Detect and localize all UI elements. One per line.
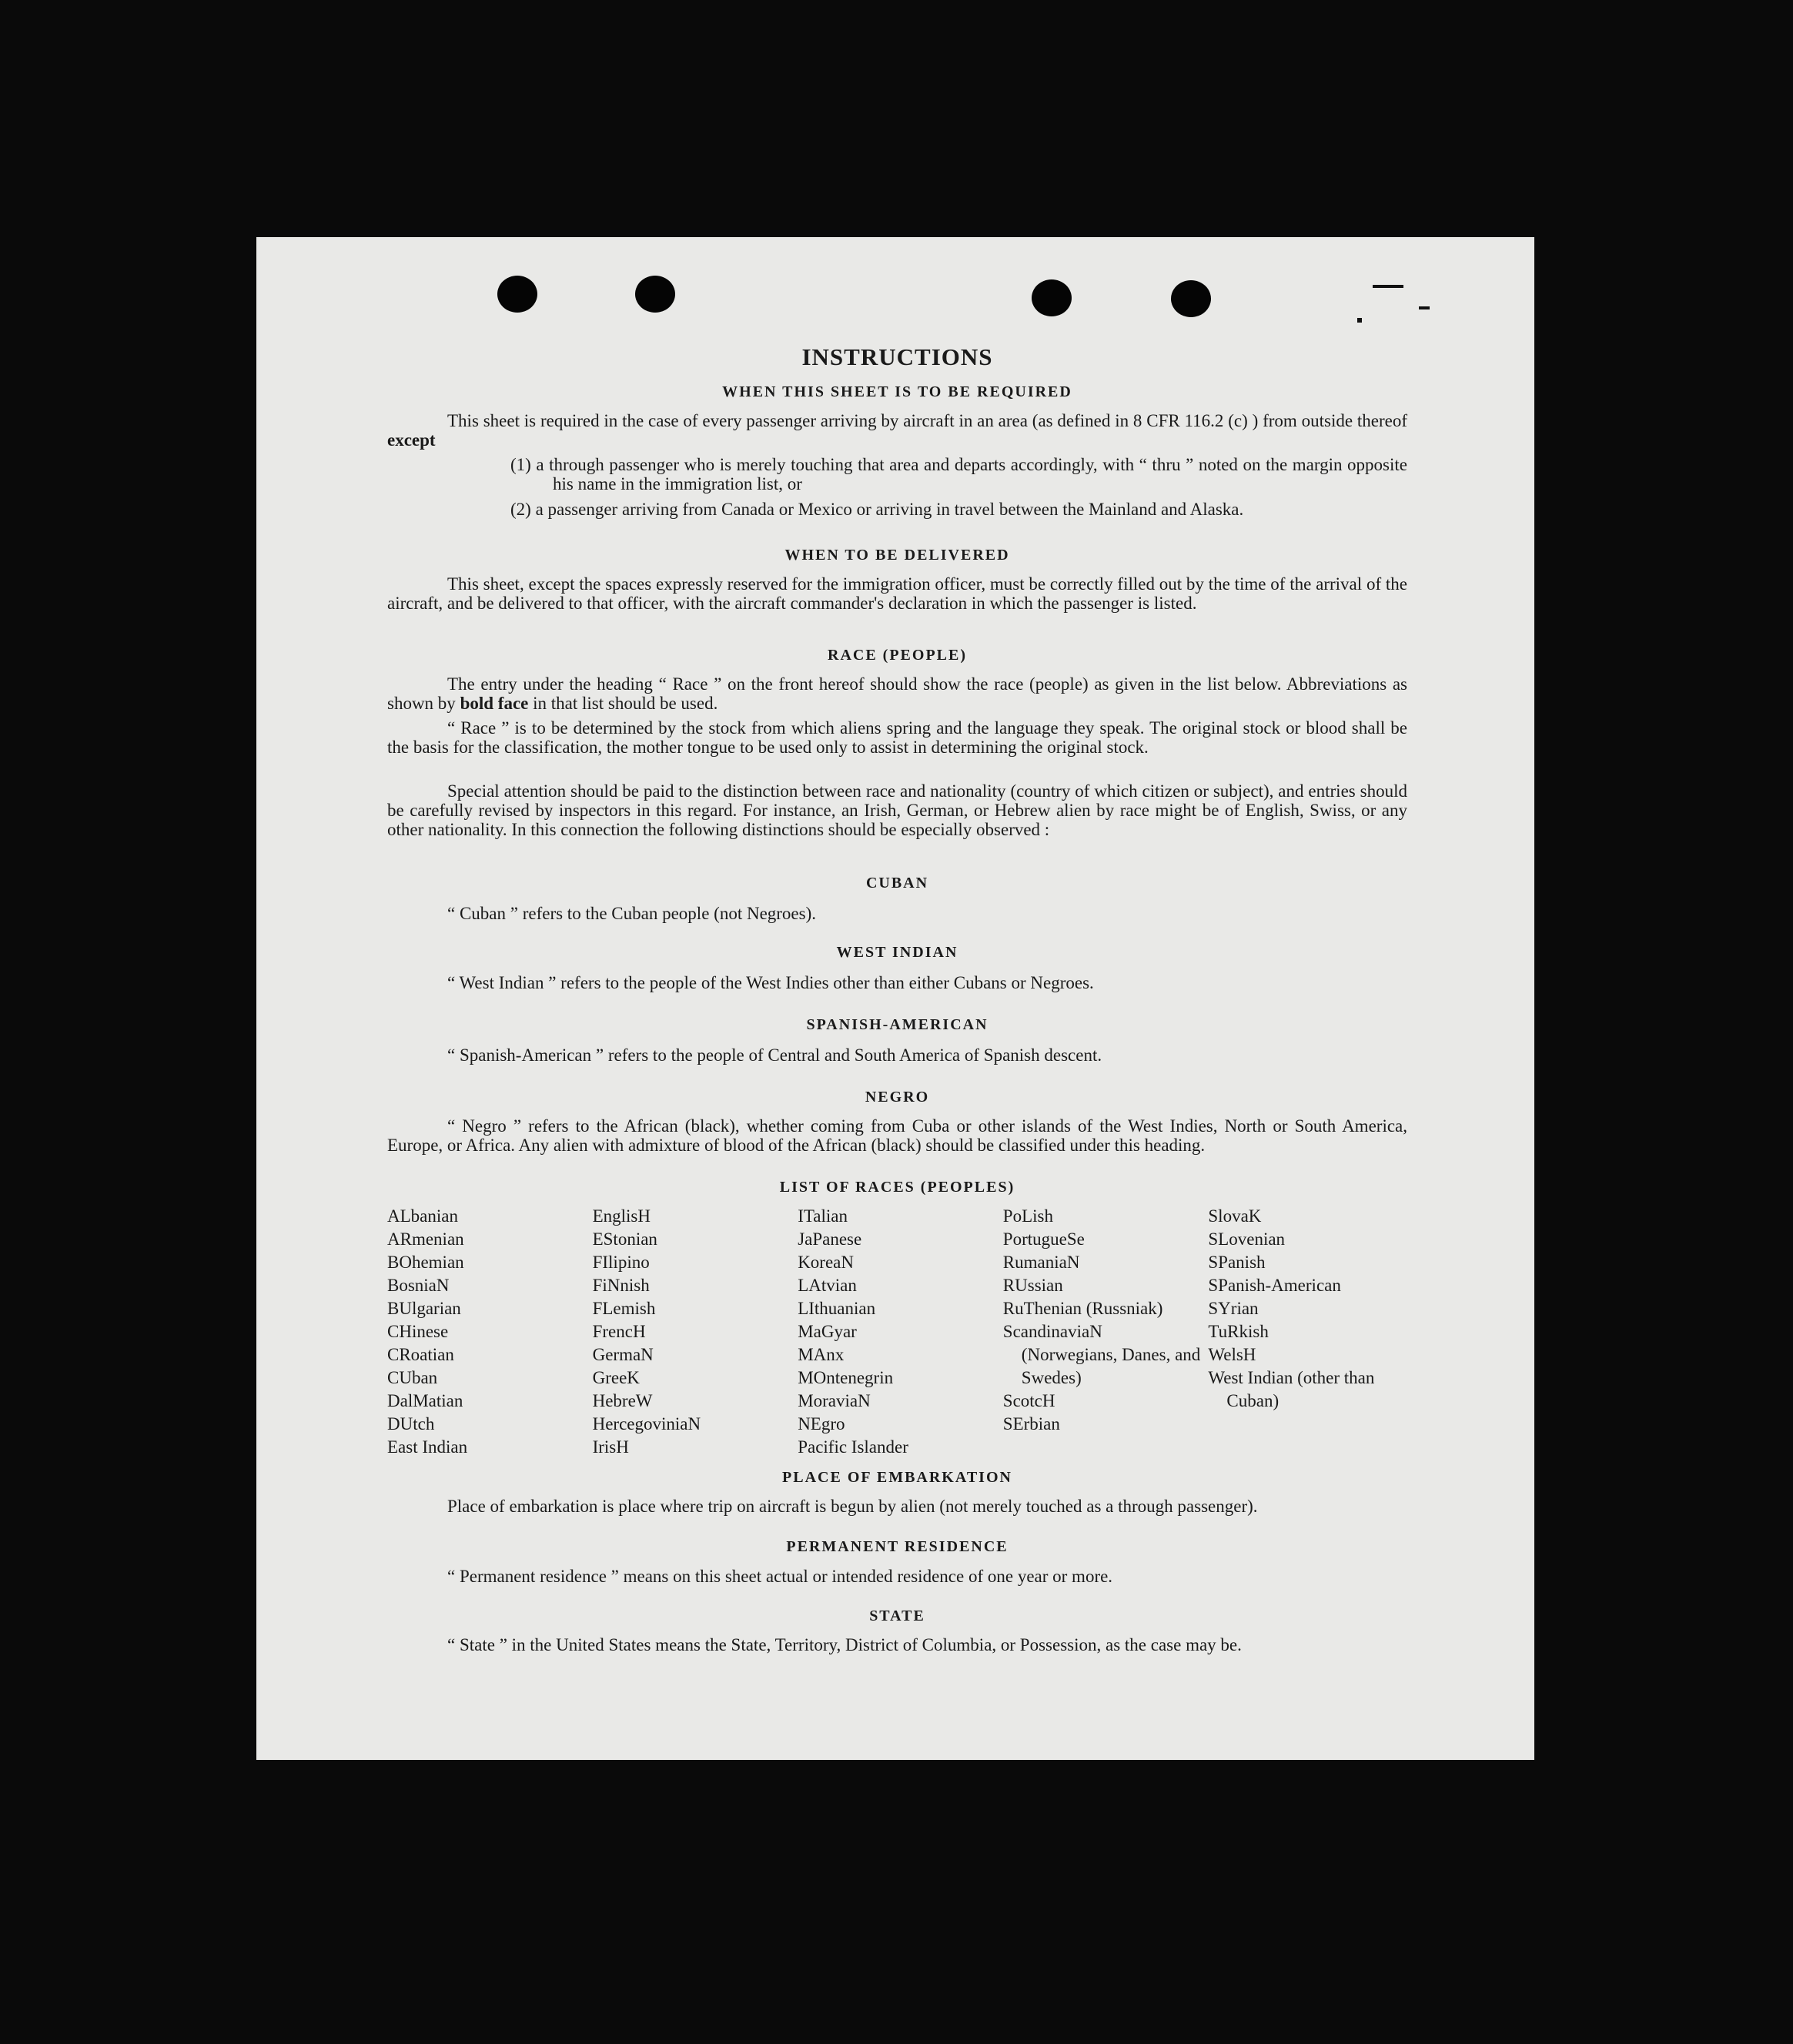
heading-state: STATE <box>869 1607 925 1624</box>
heading-cuban: CUBAN <box>865 875 929 892</box>
race-entry: DalMatian <box>387 1391 463 1410</box>
required-text: This sheet is required in the case of every passenger arriving by aircraft in an area (as defined in 8 CFR 116.2 (c) ) from outside thereof except <box>387 411 1407 450</box>
race-entry: IrisH <box>592 1437 629 1457</box>
race-entry: FIlipino <box>592 1253 650 1272</box>
punch-hole <box>1032 279 1072 316</box>
race-entry: LAtvian <box>798 1276 857 1295</box>
race-entry: SPanish <box>1208 1253 1266 1272</box>
heading-race: RACE (PEOPLE) <box>828 647 967 664</box>
race-text-1: The entry under the heading “ Race ” on the front hereof should show the race (people) as given in the list below. Abbreviations as shown by bold face in that list should be used. <box>387 674 1407 713</box>
race-entry: West Indian (other than Cuban) <box>1208 1368 1375 1410</box>
race-entry: BosniaN <box>387 1276 450 1295</box>
race-entry: FrencH <box>592 1322 646 1341</box>
scan-mark <box>1373 285 1403 288</box>
race-entry: EStonian <box>592 1229 657 1249</box>
race-entry: WelsH <box>1208 1345 1256 1364</box>
scan-mark <box>1419 306 1430 309</box>
race-entry: SPanish-American <box>1208 1276 1341 1295</box>
race-entry: ScotcH <box>1002 1391 1055 1410</box>
cuban-text: “ Cuban ” refers to the Cuban people (not Negroes). <box>447 904 817 923</box>
heading-required: WHEN THIS SHEET IS TO BE REQUIRED <box>722 383 1072 400</box>
race-list <box>387 1205 1407 1459</box>
race-entry: BUlgarian <box>387 1299 461 1318</box>
race-entry: NEgro <box>798 1414 845 1433</box>
race-entry: JaPanese <box>798 1229 862 1249</box>
race-entry: MOntenegrin <box>798 1368 894 1387</box>
race-entry: FLemish <box>592 1299 656 1318</box>
race-entry: GermaN <box>592 1345 654 1364</box>
heading-negro: NEGRO <box>865 1089 930 1106</box>
race-text-2: “ Race ” is to be determined by the stock from which aliens spring and the language they speak. The original stock or blood shall be the basis for the classification, the mother tongue to be used only to assist in determining the original stock. <box>387 718 1407 757</box>
race-entry: PortugueSe <box>1002 1229 1085 1249</box>
embarkation-text: Place of embarkation is place where trip on aircraft is begun by alien (not merely touched as a through passenger). <box>447 1497 1258 1516</box>
race-entry: MAnx <box>798 1345 845 1364</box>
race-entry: RUssian <box>1002 1276 1063 1295</box>
race-entry: CHinese <box>387 1322 449 1341</box>
exception-item-2: (2) a passenger arriving from Canada or Mexico or arriving in travel between the Mainland and Alaska. <box>510 500 1244 519</box>
race-entry: SLovenian <box>1208 1229 1286 1249</box>
race-column <box>593 1205 792 1459</box>
race-entry: EnglisH <box>592 1206 651 1226</box>
race-entry: MoraviaN <box>798 1391 871 1410</box>
instruction-sheet <box>256 237 1534 1760</box>
race-entry: ALbanian <box>387 1206 458 1226</box>
race-column <box>1003 1205 1203 1459</box>
race-entry: GreeK <box>592 1368 640 1387</box>
heading-west-indian: WEST INDIAN <box>836 944 958 961</box>
race-text-3: Special attention should be paid to the distinction between race and nationality (country of which citizen or subject), and entries should be carefully revised by inspectors in this regard. For instance, an Irish, German, or Hebrew alien by race might be of English, Swiss, or any other nationality. In this connection the following distinctions should be especially observed : <box>387 781 1407 839</box>
heading-embarkation: PLACE OF EMBARKATION <box>782 1469 1012 1486</box>
race-entry: CRoatian <box>387 1345 454 1364</box>
race-column <box>387 1205 587 1459</box>
race-entry: SYrian <box>1208 1299 1259 1318</box>
race-entry: MaGyar <box>798 1322 857 1341</box>
race-entry: RumaniaN <box>1002 1253 1080 1272</box>
punch-hole <box>1171 280 1211 317</box>
race-entry: DUtch <box>387 1414 435 1433</box>
heading-residence: PERMANENT RESIDENCE <box>786 1538 1009 1555</box>
race-column <box>798 1205 997 1459</box>
race-entry: SErbian <box>1002 1414 1060 1433</box>
race-column <box>1208 1205 1407 1459</box>
race-entry: HercegoviniaN <box>592 1414 701 1433</box>
spanish-american-text: “ Spanish-American ” refers to the people of Central and South America of Spanish descent. <box>447 1045 1102 1065</box>
race-entry: HebreW <box>592 1391 653 1410</box>
race-entry: Pacific Islander <box>798 1437 908 1457</box>
race-entry: PoLish <box>1002 1206 1053 1226</box>
race-entry: BOhemian <box>387 1253 464 1272</box>
scan-mark <box>1357 318 1362 323</box>
race-entry: ScandinaviaN (Norwegians, Danes, and Swedes) <box>1002 1322 1201 1387</box>
state-text: “ State ” in the United States means the State, Territory, District of Columbia, or Possession, as the case may be. <box>447 1635 1242 1654</box>
race-entry: TuRkish <box>1208 1322 1269 1341</box>
heading-list-of-races: LIST OF RACES (PEOPLES) <box>779 1179 1015 1196</box>
page-title: INSTRUCTIONS <box>801 343 993 370</box>
residence-text: “ Permanent residence ” means on this sheet actual or intended residence of one year or more. <box>447 1567 1113 1586</box>
race-entry: ARmenian <box>387 1229 464 1249</box>
race-entry: CUban <box>387 1368 438 1387</box>
race-entry: East Indian <box>387 1437 468 1457</box>
race-entry: ITalian <box>798 1206 848 1226</box>
race-entry: RuThenian (Russniak) <box>1002 1299 1163 1318</box>
exception-item-1: (1) a through passenger who is merely touching that area and departs accordingly, with “ thru ” noted on the margin opposite his name in the immigration list, or <box>510 455 1407 493</box>
race-entry: SlovaK <box>1208 1206 1262 1226</box>
race-entry: LIthuanian <box>798 1299 876 1318</box>
negro-text: “ Negro ” refers to the African (black), whether coming from Cuba or other islands of the West Indies, North or South America, Europe, or Africa. Any alien with admixture of blood of the African (black) should be classified under this heading. <box>387 1116 1407 1155</box>
race-entry: FiNnish <box>592 1276 650 1295</box>
west-indian-text: “ West Indian ” refers to the people of the West Indies other than either Cubans or Negroes. <box>447 973 1094 992</box>
punch-hole <box>635 276 675 313</box>
heading-spanish-american: SPANISH-AMERICAN <box>806 1016 988 1033</box>
race-entry: KoreaN <box>798 1253 854 1272</box>
delivered-text: This sheet, except the spaces expressly reserved for the immigration officer, must be correctly filled out by the time of the arrival of the aircraft, and be delivered to that officer, with the aircraft commander's declaration in which the passenger is listed. <box>387 574 1407 613</box>
heading-delivered: WHEN TO BE DELIVERED <box>784 547 1010 564</box>
punch-hole <box>497 276 537 313</box>
